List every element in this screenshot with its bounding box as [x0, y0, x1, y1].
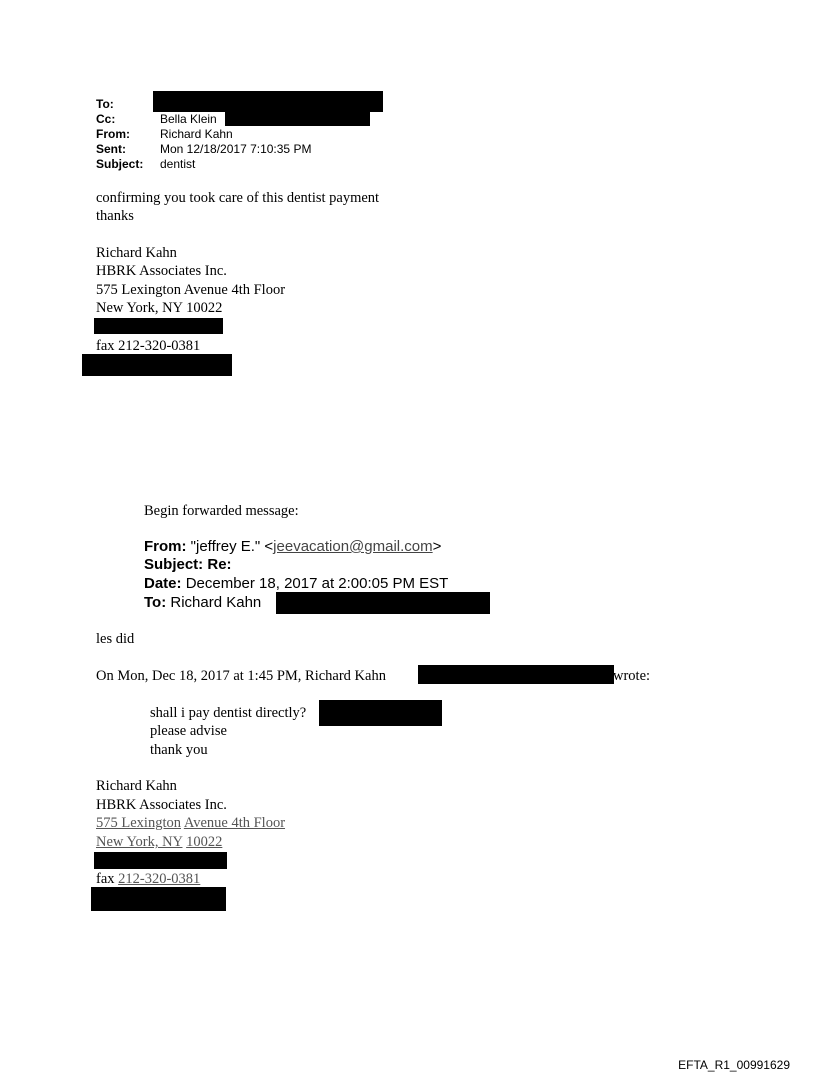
- forward-from-line: [144, 538, 441, 556]
- redaction-sig2-email: [91, 887, 226, 911]
- quoted-line-2: please advise: [150, 723, 227, 739]
- signature2-address-line: [96, 814, 285, 833]
- forward-subject-line: [144, 556, 232, 574]
- forward-subject-value: Re:: [207, 556, 232, 573]
- signature-fax: fax 212-320-0381: [96, 338, 201, 354]
- signature2-address-link-b[interactable]: Avenue 4th Floor: [183, 815, 286, 831]
- signature2-city-line: [96, 833, 222, 852]
- signature-company: HBRK Associates Inc.: [96, 263, 227, 279]
- redaction-quoted: [319, 700, 442, 726]
- forward-subject-label: Subject:: [144, 556, 204, 573]
- redaction-forward-to: [276, 592, 490, 614]
- quoted-line-1: shall i pay dentist directly?: [150, 705, 307, 721]
- document-id: EFTA_R1_00991629: [678, 1058, 790, 1072]
- redaction-cc: [225, 112, 370, 126]
- forward-date-value: December 18, 2017 at 2:00:05 PM EST: [185, 575, 449, 592]
- signature-address-1: 575 Lexington Avenue 4th Floor: [96, 282, 286, 298]
- from-value: Richard Kahn: [160, 127, 233, 141]
- signature2-fax-prefix: fax: [96, 871, 115, 887]
- subject-label: Subject:: [96, 157, 144, 171]
- forward-to-line: [144, 594, 261, 612]
- sent-label: Sent:: [96, 142, 126, 156]
- forward-from-name: "jeffrey E." <: [190, 538, 274, 555]
- redaction-to: [153, 91, 383, 112]
- cc-value: Bella Klein: [160, 112, 217, 126]
- from-label: From:: [96, 127, 130, 141]
- redaction-sig-phone: [94, 318, 223, 334]
- body-line-2: thanks: [96, 208, 134, 224]
- subject-value: dentist: [160, 157, 196, 171]
- sent-value: Mon 12/18/2017 7:10:35 PM: [160, 142, 312, 156]
- forward-to-value: Richard Kahn: [170, 594, 262, 611]
- redaction-sig-email: [82, 354, 232, 376]
- signature2-address-link-a[interactable]: 575 Lexington: [96, 815, 181, 831]
- forward-from-label: From:: [144, 538, 187, 555]
- to-label: To:: [96, 97, 114, 111]
- signature2-zip-link[interactable]: 10022: [186, 834, 223, 850]
- forward-date-line: [144, 575, 448, 593]
- signature2-name: Richard Kahn: [96, 778, 177, 794]
- signature2-fax-line: [96, 870, 200, 889]
- forward-from-end: >: [432, 538, 442, 555]
- signature-address-2: New York, NY 10022: [96, 300, 223, 316]
- forward-from-email-link[interactable]: jeevacation@gmail.com: [273, 538, 433, 555]
- forward-intro: Begin forwarded message:: [144, 503, 299, 519]
- signature2-fax-link[interactable]: 212-320-0381: [118, 871, 201, 887]
- reply-text: les did: [96, 631, 135, 647]
- body-line-1: confirming you took care of this dentist payment: [96, 190, 380, 206]
- redaction-reply-email: [418, 665, 614, 684]
- signature2-city-link[interactable]: New York, NY: [96, 834, 183, 850]
- cc-label: Cc:: [96, 112, 116, 126]
- signature-name: Richard Kahn: [96, 245, 177, 261]
- quoted-line-3: thank you: [150, 742, 208, 758]
- redaction-sig2-phone: [94, 852, 227, 869]
- signature2-company: HBRK Associates Inc.: [96, 797, 227, 813]
- reply-on-line: On Mon, Dec 18, 2017 at 1:45 PM, Richard Kahn: [96, 668, 386, 684]
- forward-date-label: Date:: [144, 575, 182, 592]
- reply-wrote: wrote:: [613, 668, 651, 684]
- forward-to-label: To:: [144, 594, 167, 611]
